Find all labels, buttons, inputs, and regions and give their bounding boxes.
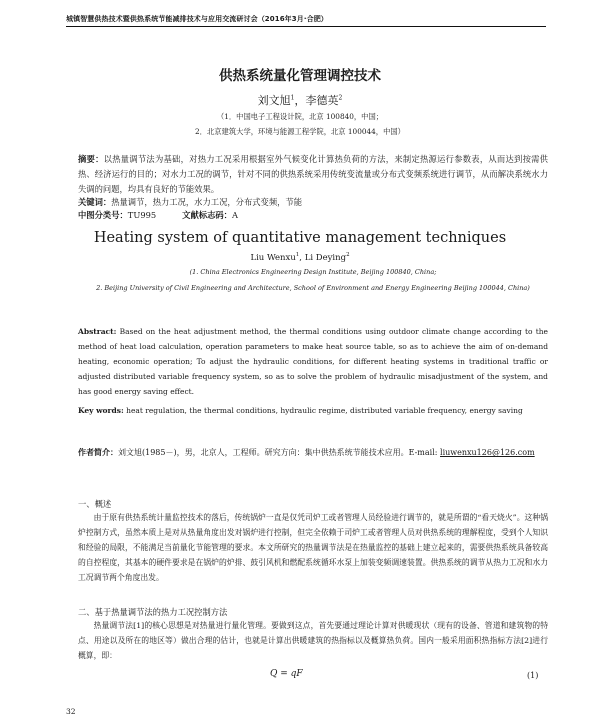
en-author-1-sup: 1 [295, 252, 300, 258]
equation: Q = qF [270, 669, 303, 679]
author-bio-label: 作者简介： [78, 448, 118, 457]
chinese-keywords [78, 196, 548, 208]
english-keywords [78, 403, 548, 418]
section-2-paragraph: 热量调节法[1]的核心思想是对热量进行量化管理。要做到这点，首先要通过理论计算对供暖现状（现有的设备、管道和建筑物的特点、用途以及所在的地区等）做出合理的估计，也就是计算出供暖建筑的热指标以及概算热负荷。国内一般采用面积热指标方法[2]进行概算，即： [78, 621, 548, 660]
class-number-label: 中图分类号： [78, 210, 128, 220]
author-bio [78, 445, 548, 461]
author-bio-text: 刘文旭(1985－)，男，北京人，工程师。研究方向：集中供热系统节能技术应用。E-mail: [118, 448, 438, 457]
english-title: Heating system of quantitative management techniques [93, 230, 507, 246]
english-abstract-text: Based on the heat adjustment method, the thermal conditions using outdoor climate change according to the method of heat load calculation, operation parameters to make heat source table, so as to achieve the aim of on-demand heating, economic operation; To adjust the hydraulic conditions, for different heating systems in traditional traffic or adjusted distributed variable frequency system, so as to solve the problem of hydraulic misadjustment of the system, and has good energy saving effect. [78, 327, 548, 396]
chinese-affiliation-1: （1．中国电子工程设计院，北京 100840，中国； [216, 112, 384, 121]
english-affiliation-1: (1. China Electronics Engineering Design Institute, Beijing 100840, China; [189, 268, 437, 276]
author-email-link[interactable]: liuwenxu126@126.com [440, 448, 535, 457]
author-1-sup: 1 [290, 94, 295, 102]
chinese-abstract-text: 以热量调节法为基础，对热力工况采用根据室外气候变化计算热负荷的方法，来制定热源运行参数表，从而达到按需供热、经济运行的目的；对水力工况的调节，针对不同的供热系统采用传统变流量或分布式变频系统进行调节，从而解决系统水力失调的问题，均具有良好的节能效果。 [78, 154, 548, 194]
english-affiliation-2: 2. Beijing University of Civil Engineering and Architecture, School of Environment and Energy Engineering Beijing 100044, China) [96, 284, 530, 292]
en-author-1: Liu Wenxu [250, 252, 296, 263]
chinese-affiliation-2: 2．北京建筑大学，环境与能源工程学院，北京 100044，中国） [195, 127, 405, 136]
chinese-abstract [78, 152, 548, 197]
chinese-title: 供热系统量化管理调控技术 [219, 68, 381, 84]
chinese-keywords-label: 关键词： [78, 197, 112, 207]
header-rule [66, 26, 546, 27]
chinese-abstract-label: 摘要： [78, 154, 104, 164]
en-author-separator: , [299, 252, 305, 263]
document-code-label: 文献标志码： [182, 210, 232, 220]
running-head: 城镇智慧供热技术暨供热系统节能减排技术与应用交流研讨会（2016年3月·合肥） [66, 15, 328, 23]
english-abstract-label: Abstract: [78, 327, 117, 336]
en-author-2-sup: 2 [346, 252, 350, 258]
author-1: 刘文旭 [257, 94, 291, 107]
page-number: 32 [66, 707, 76, 716]
class-number-value: TU995 [127, 210, 157, 220]
english-abstract [78, 324, 548, 399]
english-keywords-text: heat regulation, the thermal conditions, hydraulic regime, distributed variable frequency, energy saving [126, 406, 523, 415]
english-keywords-label: Key words: [78, 406, 124, 415]
author-separator: ， [294, 94, 306, 107]
author-2-sup: 2 [338, 94, 343, 102]
en-author-2: Li Deying [304, 252, 347, 263]
english-authors [0, 252, 600, 263]
chinese-keywords-text: 热量调节，热力工况，水力工况，分布式变频，节能 [111, 197, 303, 207]
classification-line [78, 209, 548, 221]
author-2: 李德英 [305, 94, 339, 107]
section-1-paragraph: 由于原有供热系统计量监控技术的落后，传统锅炉一直是仅凭司炉工或者管理人员经验进行调节的，就是所谓的“看天烧火”。这种锅炉控制方式，虽然本质上是对从热量角度出发对锅炉进行控制，但完全依赖于司炉工或者管理人员对供热系统的理解程度，受到个人知识和经验的局限，不能满足当前量化节能管理的要求。本文所研究的热量调节法是在热量监控的基础上建立起来的，需要供热系统具备较高的自控程度，其基本的硬件要求是在锅炉的炉排、鼓引风机和燃配系统循环水泵上加装变频调速装置。供热系统的调节从热力工况和水力工况调节两个角度出发。 [78, 513, 548, 582]
section-2-heading: 二、基于热量调节法的热力工况控制方法 [78, 607, 228, 617]
chinese-authors [0, 92, 600, 108]
document-code-value: A [231, 210, 238, 220]
section-1-heading: 一、概述 [78, 499, 112, 509]
equation-number: (1) [527, 671, 539, 680]
